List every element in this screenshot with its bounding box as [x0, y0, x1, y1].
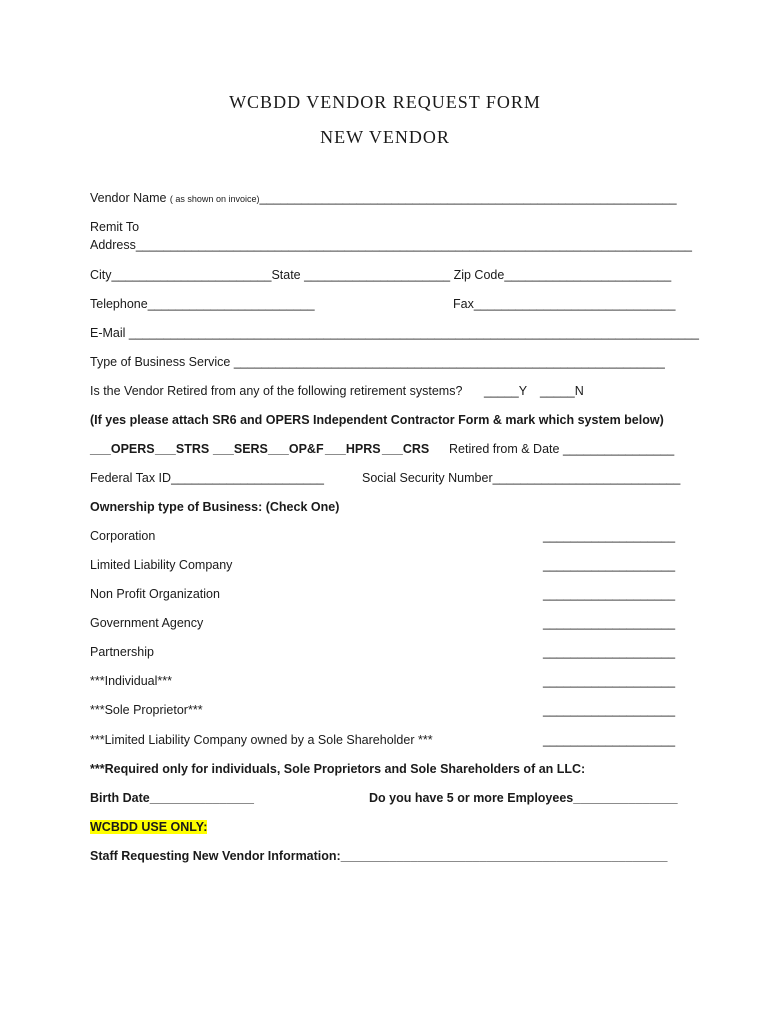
ownership-option-llc-sole-shareholder: ***Limited Liability Company owned by a Sole Shareholder *** [90, 733, 433, 747]
address-row [90, 237, 692, 253]
form-subtitle: NEW VENDOR [320, 127, 450, 147]
retired-no[interactable]: _____N [540, 384, 584, 398]
employees-field[interactable]: _______________ [573, 791, 678, 805]
ownership-option-corporation: Corporation [90, 529, 156, 543]
use-only-heading [90, 819, 207, 835]
ownership-check-government[interactable]: ___________________ [543, 616, 676, 630]
attach-note: (If yes please attach SR6 and OPERS Independent Contractor Form & mark which system below) [90, 413, 664, 427]
federal-tax-label: Federal Tax ID [90, 471, 172, 485]
business-service-field[interactable]: ______________________________________________________________ [233, 355, 665, 369]
vendor-name-field[interactable]: ____________________________________________________________ [259, 191, 677, 205]
use-only-label: WCBDD USE ONLY: [90, 820, 208, 834]
fax-label: Fax [453, 297, 474, 311]
ownership-check-llc-sole-shareholder[interactable]: ___________________ [543, 733, 676, 747]
ownership-check-individual[interactable]: ___________________ [543, 674, 676, 688]
employees-row [369, 790, 678, 806]
retired-yes[interactable]: _____Y [484, 384, 528, 398]
system-opf[interactable]: ___OP&F [268, 442, 324, 456]
state-field[interactable]: _____________________ [304, 268, 451, 282]
zip-field[interactable]: ________________________ [504, 268, 672, 282]
ownership-option-sole-proprietor: ***Sole Proprietor*** [90, 703, 203, 717]
staff-row [90, 848, 667, 864]
vendor-name-label: Vendor Name [90, 191, 167, 205]
telephone-field[interactable]: ________________________ [147, 297, 315, 311]
retired-from-label: Retired from & Date [449, 442, 560, 456]
zip-label: Zip Code [453, 268, 505, 282]
vendor-name-note: ( as shown on invoice) [169, 194, 260, 204]
ownership-check-partnership[interactable]: ___________________ [543, 645, 676, 659]
ssn-field[interactable]: ___________________________ [492, 471, 681, 485]
ssn-row [362, 470, 680, 486]
city-field[interactable]: _______________________ [111, 268, 272, 282]
form-title: WCBDD VENDOR REQUEST FORM [229, 92, 541, 112]
ownership-check-corporation[interactable]: ___________________ [543, 529, 676, 543]
ownership-option-partnership: Partnership [90, 645, 154, 659]
email-row [90, 325, 699, 341]
system-hprs[interactable]: ___HPRS [325, 442, 381, 456]
ownership-check-nonprofit[interactable]: ___________________ [543, 587, 676, 601]
system-crs[interactable]: ___CRS [382, 442, 430, 456]
vendor-name-row [90, 190, 677, 207]
birth-date-field[interactable]: _______________ [149, 791, 255, 805]
birth-date-row [90, 790, 254, 806]
ssn-label: Social Security Number [362, 471, 493, 485]
fax-row [453, 296, 675, 312]
ownership-option-individual: ***Individual*** [90, 674, 173, 688]
federal-tax-row [90, 470, 324, 486]
remit-to-label: Remit To [90, 220, 140, 234]
system-opers[interactable]: ___OPERS [90, 442, 155, 456]
staff-label: Staff Requesting New Vendor Information: [90, 849, 341, 863]
ownership-check-sole-proprietor[interactable]: ___________________ [543, 703, 676, 717]
staff-field[interactable]: _______________________________________________ [340, 849, 668, 863]
email-label: E-Mail [90, 326, 126, 340]
retired-from-field[interactable]: ________________ [562, 442, 675, 456]
city-label: City [90, 268, 112, 282]
birth-date-label: Birth Date [90, 791, 150, 805]
system-strs[interactable]: ___STRS [155, 442, 210, 456]
business-service-label: Type of Business Service [90, 355, 231, 369]
telephone-row [90, 296, 315, 312]
retired-row [90, 383, 462, 399]
federal-tax-field[interactable]: ______________________ [171, 471, 325, 485]
required-note: ***Required only for individuals, Sole Proprietors and Sole Shareholders of an LLC: [90, 762, 586, 776]
city-row [90, 267, 671, 283]
fax-field[interactable]: _____________________________ [473, 297, 676, 311]
ownership-option-nonprofit: Non Profit Organization [90, 587, 220, 601]
address-label: Address [90, 238, 136, 252]
ownership-check-llc[interactable]: ___________________ [543, 558, 676, 572]
retired-question: Is the Vendor Retired from any of the following retirement systems? [90, 384, 463, 398]
retired-from-row [449, 441, 674, 457]
telephone-label: Telephone [90, 297, 148, 311]
ownership-option-government: Government Agency [90, 616, 204, 630]
employees-label: Do you have 5 or more Employees [369, 791, 574, 805]
ownership-heading: Ownership type of Business: (Check One) [90, 500, 340, 514]
address-field[interactable]: ________________________________________________________________________________ [135, 238, 693, 252]
state-label: State [271, 268, 301, 282]
system-sers[interactable]: ___SERS [213, 442, 268, 456]
email-field[interactable]: __________________________________________________________________________________ [128, 326, 699, 340]
ownership-option-llc: Limited Liability Company [90, 558, 233, 572]
business-service-row [90, 354, 665, 370]
